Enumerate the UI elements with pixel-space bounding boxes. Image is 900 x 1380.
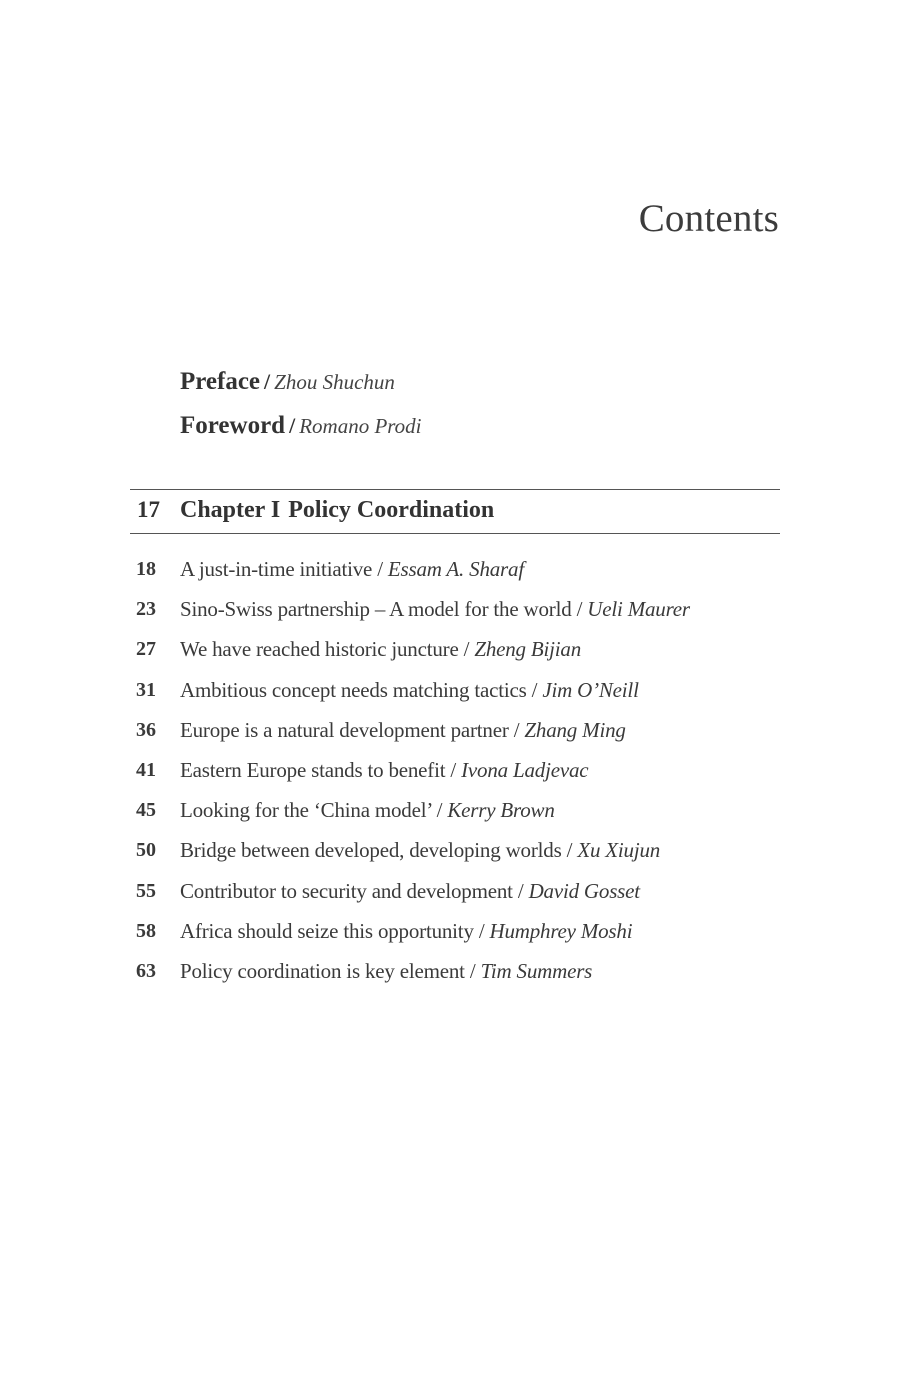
entry-page-number: 45 [136, 799, 156, 822]
chapter-title [180, 497, 494, 524]
entry-author: Jim O’Neill [542, 677, 639, 702]
toc-entry[interactable] [130, 750, 780, 790]
front-matter-separator: / [289, 413, 296, 438]
front-matter-label: Foreword [180, 412, 286, 439]
front-matter [180, 360, 422, 448]
entry-text [180, 670, 639, 710]
entry-page-number: 36 [136, 718, 156, 741]
front-matter-label: Preface [180, 368, 261, 395]
entry-title: Eastern Europe stands to benefit [180, 757, 446, 782]
entry-page-number: 31 [136, 678, 156, 701]
entry-text [180, 549, 524, 589]
chapter-page-number: 17 [137, 497, 160, 522]
chapter-header[interactable] [130, 489, 780, 534]
entry-title: Policy coordination is key element [180, 958, 465, 983]
entry-text [180, 790, 555, 830]
entry-text [180, 629, 581, 669]
front-matter-author: Romano Prodi [299, 414, 422, 438]
entry-separator: / [513, 717, 520, 742]
entry-text [180, 750, 588, 790]
toc-entry[interactable] [130, 830, 780, 870]
entry-author: Ueli Maurer [587, 597, 690, 622]
entry-text [180, 911, 632, 951]
entry-text [180, 871, 640, 911]
entry-title: We have reached historic juncture [180, 637, 459, 662]
entry-title: Bridge between developed, developing worlds [180, 838, 562, 863]
page-title: Contents [638, 197, 779, 240]
entry-page-number: 58 [136, 919, 156, 942]
entry-separator: / [531, 677, 538, 702]
entry-separator: / [463, 637, 470, 662]
toc-entry[interactable] [130, 549, 780, 589]
entry-title: Sino-Swiss partnership – A model for the world [180, 597, 572, 622]
entry-author: Essam A. Sharaf [387, 557, 524, 581]
toc-entry[interactable] [130, 911, 780, 951]
entry-separator: / [436, 798, 443, 823]
entry-separator: / [517, 878, 524, 903]
entry-author: Tim Summers [480, 958, 593, 983]
entry-page-number: 18 [136, 558, 156, 580]
entry-title: Ambitious concept needs matching tactics [180, 677, 527, 702]
entry-separator: / [450, 757, 457, 782]
entry-author: Ivona Ladjevac [461, 757, 589, 782]
toc-entry[interactable] [130, 790, 780, 830]
toc-entry[interactable] [130, 871, 780, 911]
entry-title: Africa should seize this opportunity [180, 918, 474, 943]
entry-text [180, 951, 592, 991]
toc-entry[interactable] [130, 670, 780, 710]
entry-title: Looking for the ‘China model’ [180, 798, 432, 823]
entry-title: Europe is a natural development partner [180, 717, 509, 742]
front-matter-author: Zhou Shuchun [274, 370, 395, 394]
entry-text [180, 830, 660, 870]
toc-entry[interactable] [130, 589, 780, 629]
entry-text [180, 710, 626, 750]
entry-author: Zhang Ming [524, 717, 626, 742]
entry-separator: / [469, 958, 476, 983]
toc-entry[interactable] [130, 629, 780, 669]
toc-entry[interactable] [130, 710, 780, 750]
entry-page-number: 27 [136, 638, 156, 661]
entry-title: Contributor to security and development [180, 878, 513, 903]
toc-entry[interactable] [130, 951, 780, 991]
entry-title: A just-in-time initiative [180, 557, 373, 581]
entry-text [180, 589, 690, 629]
entry-author: Kerry Brown [447, 798, 555, 823]
chapter-name: Policy Coordination [288, 497, 495, 523]
entry-page-number: 23 [136, 598, 156, 621]
entry-author: Zheng Bijian [474, 637, 582, 662]
entry-author: David Gosset [528, 878, 640, 903]
entry-page-number: 50 [136, 839, 156, 862]
front-matter-foreword[interactable] [180, 404, 422, 448]
front-matter-separator: / [264, 369, 271, 394]
entry-author: Xu Xiujun [577, 838, 661, 863]
entry-page-number: 55 [136, 879, 156, 902]
chapter-number: Chapter I [180, 497, 281, 523]
entry-separator: / [576, 597, 583, 622]
entry-separator: / [478, 918, 485, 943]
entry-page-number: 63 [136, 959, 156, 982]
entry-separator: / [377, 557, 383, 581]
front-matter-preface[interactable] [180, 360, 422, 404]
entry-page-number: 41 [136, 758, 156, 781]
toc-entries [130, 549, 780, 991]
entry-separator: / [566, 838, 573, 863]
entry-author: Humphrey Moshi [489, 918, 633, 943]
